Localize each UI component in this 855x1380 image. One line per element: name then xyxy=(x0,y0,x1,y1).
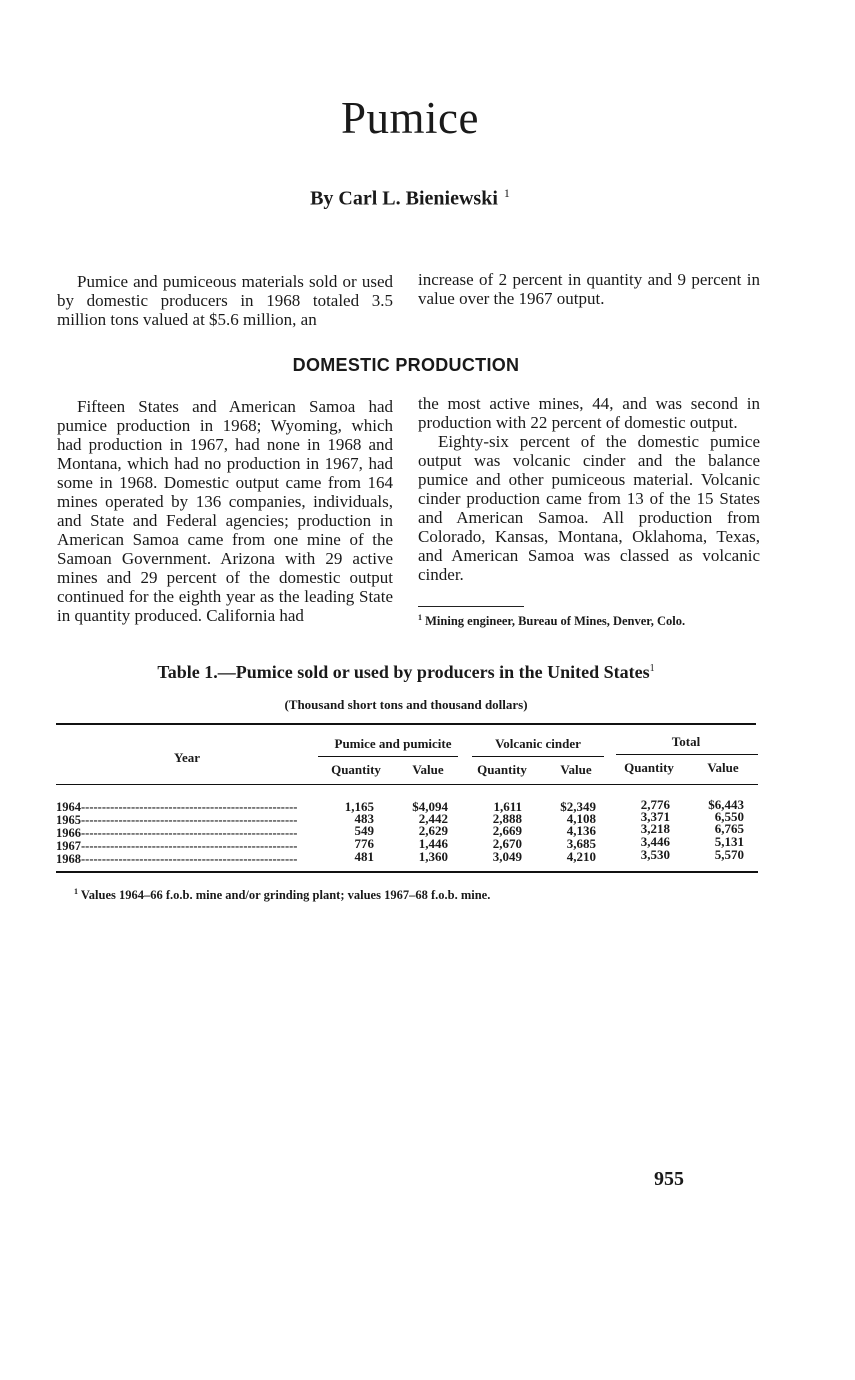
table-cell: 2,669 xyxy=(492,823,522,838)
table-cell: 4,210 xyxy=(566,849,596,864)
section-heading: DOMESTIC PRODUCTION xyxy=(292,355,520,375)
table-cell: 2,776 xyxy=(640,797,670,812)
table-cell: 3,218 xyxy=(640,821,670,836)
domestic-left-column xyxy=(57,397,393,625)
table-cell: 4,136 xyxy=(566,823,596,838)
author-name: By Carl L. Bieniewski xyxy=(310,187,498,210)
row-label-1968: 1968---------------------------------------------------- xyxy=(56,853,298,865)
subhead-quantity-3: Quantity xyxy=(624,760,674,775)
footnote-text: Mining engineer, Bureau of Mines, Denver, Colo. xyxy=(425,614,686,629)
group-header-cinder: Volcanic cinder xyxy=(495,736,581,751)
intro-paragraph-right: increase of 2 percent in quantity and 9 percent in value over the 1967 output. xyxy=(418,270,760,308)
table-cell: 3,371 xyxy=(640,809,670,824)
domestic-paragraph-right-1: the most active mines, 44, and was second in production with 22 percent of domestic output. xyxy=(418,394,760,432)
row-label-1964: 1964---------------------------------------------------- xyxy=(56,801,298,813)
table-cell: 2,442 xyxy=(418,811,448,826)
row-year: 1967 xyxy=(56,840,81,852)
table-cell: 1,165 xyxy=(344,799,374,814)
intro-paragraph-left: Pumice and pumiceous materials sold or used by domestic producers in 1968 totaled 3.5 million tons valued at $5.6 million, an xyxy=(57,272,393,329)
subhead-quantity-2: Quantity xyxy=(477,762,527,777)
table-cell: $4,094 xyxy=(412,799,448,814)
intro-right-column xyxy=(418,270,760,308)
table-cell: 1,446 xyxy=(418,836,448,851)
table-footnote-text: Values 1964–66 f.o.b. mine and/or grinding plant; values 1967–68 f.o.b. mine. xyxy=(80,888,491,903)
table-title-text: Table 1.—Pumice sold or used by producers in the United States xyxy=(157,662,650,682)
table-title xyxy=(0,662,812,683)
row-year: 1968 xyxy=(56,853,81,865)
domestic-paragraph-right-2: Eighty-six percent of the domestic pumice output was volcanic cinder and the balance pumice and other pumiceous material. Volcanic cinder production came from 13 of the 15 States and American Samoa. All production from Colorado, Kansas, Montana, Oklahoma, Texas, and American Samoa was classed as volcanic cinder. xyxy=(418,432,760,584)
table-cell: 3,530 xyxy=(640,847,670,862)
row-year: 1965 xyxy=(56,814,81,826)
table-cell: 6,550 xyxy=(714,809,744,824)
author-note-mark: 1 xyxy=(503,186,510,200)
row-label-1967: 1967---------------------------------------------------- xyxy=(56,840,298,852)
table-cell: 549 xyxy=(354,823,374,838)
table-cell: 5,570 xyxy=(714,847,744,862)
table-cell: 1,360 xyxy=(418,849,448,864)
domestic-paragraph-left: Fifteen States and American Samoa had pumice production in 1968; Wyoming, which had production in 1967, had none in 1968 and Montana, which had no production in 1967, had some in 1968. Domestic output came from 164 mines operated by 136 companies, individuals, and State and Federal agencies; production in American Samoa came from one mine of the Samoan Government. Arizona with 29 active mines and 29 percent of the domestic output continued for the eighth year as the leading State in quantity produced. California had xyxy=(57,397,393,625)
table-cell: 3,446 xyxy=(640,834,670,849)
table-cell: 5,131 xyxy=(714,834,744,849)
table-cell: 4,108 xyxy=(566,811,596,826)
footnote-rule xyxy=(418,606,524,607)
author-byline xyxy=(0,186,820,211)
author-footnote xyxy=(418,611,760,628)
table-cell: 1,611 xyxy=(493,799,522,814)
footnote-mark: 1 xyxy=(418,613,422,622)
group-header-total: Total xyxy=(671,734,701,749)
domestic-right-column xyxy=(418,394,760,584)
table-cell: 6,765 xyxy=(714,821,744,836)
table-cell: 481 xyxy=(354,849,374,864)
page-title: Pumice xyxy=(341,93,479,143)
year-column-header: Year xyxy=(174,750,200,765)
table-cell: 776 xyxy=(354,836,374,851)
table-cell: 2,629 xyxy=(418,823,448,838)
table-cell: 483 xyxy=(354,811,374,826)
table-footnote-mark: 1 xyxy=(74,887,78,896)
table-cell: 2,888 xyxy=(492,811,522,826)
table-cell: 3,049 xyxy=(492,849,522,864)
table-header-rule xyxy=(56,784,758,785)
table-bottom-rule xyxy=(56,871,758,873)
table-cell: 2,670 xyxy=(492,836,522,851)
group-rule-total xyxy=(616,754,758,755)
table-title-mark: 1 xyxy=(649,663,655,674)
row-year: 1964 xyxy=(56,801,81,813)
page-number: 955 xyxy=(654,1168,684,1190)
group-rule-cinder xyxy=(472,756,604,757)
table-cell: $6,443 xyxy=(708,797,744,812)
subhead-value-3: Value xyxy=(707,760,739,775)
row-label-1965: 1965---------------------------------------------------- xyxy=(56,814,298,826)
group-rule-pumice xyxy=(318,756,458,757)
intro-left-column xyxy=(57,272,393,329)
table-cell: 3,685 xyxy=(566,836,596,851)
subhead-quantity-1: Quantity xyxy=(331,762,381,777)
table-top-rule xyxy=(56,723,756,725)
table-subtitle: (Thousand short tons and thousand dollars) xyxy=(284,697,528,712)
subhead-value-1: Value xyxy=(412,762,444,777)
table-footnote xyxy=(74,887,490,903)
group-header-pumice: Pumice and pumicite xyxy=(334,736,452,751)
row-year: 1966 xyxy=(56,827,81,839)
row-label-1966: 1966---------------------------------------------------- xyxy=(56,827,298,839)
subhead-value-2: Value xyxy=(560,762,592,777)
table-cell: $2,349 xyxy=(560,799,596,814)
